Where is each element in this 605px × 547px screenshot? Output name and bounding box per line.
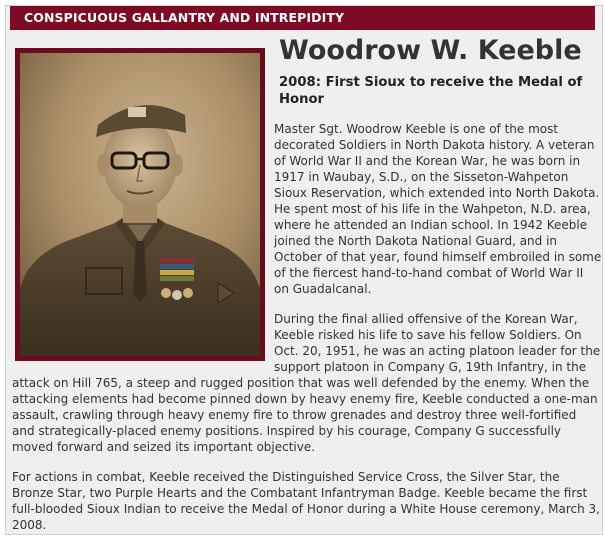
- article-body: [12, 121, 602, 547]
- page-subtitle: 2008: First Sioux to receive the Medal of Honor: [279, 75, 583, 107]
- article-paragraph: Master Sgt. Woodrow Keeble is one of the most decorated Soldiers in North Dakota history. A veteran of World War II and the Korean War, he was born in 1917 in Waubay, S.D., on the Sisseton-Wahpeton Sioux Reservation, which extended into North Dakota. He spent most of his life in the Wahpeton, N.D. area, where he attended an Indian school. In 1942 Keeble joined the North Dakota National Guard, and in October of that year, found himself embroiled in some of the fiercest hand-to-hand combat of World War II on Guadalcanal.: [274, 122, 602, 296]
- portrait-spacer: [12, 121, 274, 369]
- section-banner: CONSPICUOUS GALLANTRY AND INTREPIDITY: [10, 6, 595, 30]
- article-paragraph: During the final allied offensive of the Korean War, Keeble risked his life to save his fellow Soldiers. On Oct. 20, 1951, he was an acting platoon leader for the support platoon in Company G, 19th Infantry, in the attack on Hill 765, a steep and rugged position that was well defended by the enemy. When the attacking elements had become pinned down by heavy enemy fire, Keeble conducted a one-man assault, crawling through heavy enemy fire to throw grenades and destroy three well-fortified and strategically-placed enemy positions. Inspired by his courage, Company G successfully moved forward and seized its important objective.: [12, 312, 601, 454]
- article-paragraph: For actions in combat, Keeble received the Distinguished Service Cross, the Silver Star, the Bronze Star, two Purple Hearts and the Combatant Infantryman Badge. Keeble became the first full-blooded Sioux Indian to receive the Medal of Honor during a White House ceremony, March 3, 2008.: [12, 470, 600, 532]
- page-title: Woodrow W. Keeble: [279, 35, 582, 66]
